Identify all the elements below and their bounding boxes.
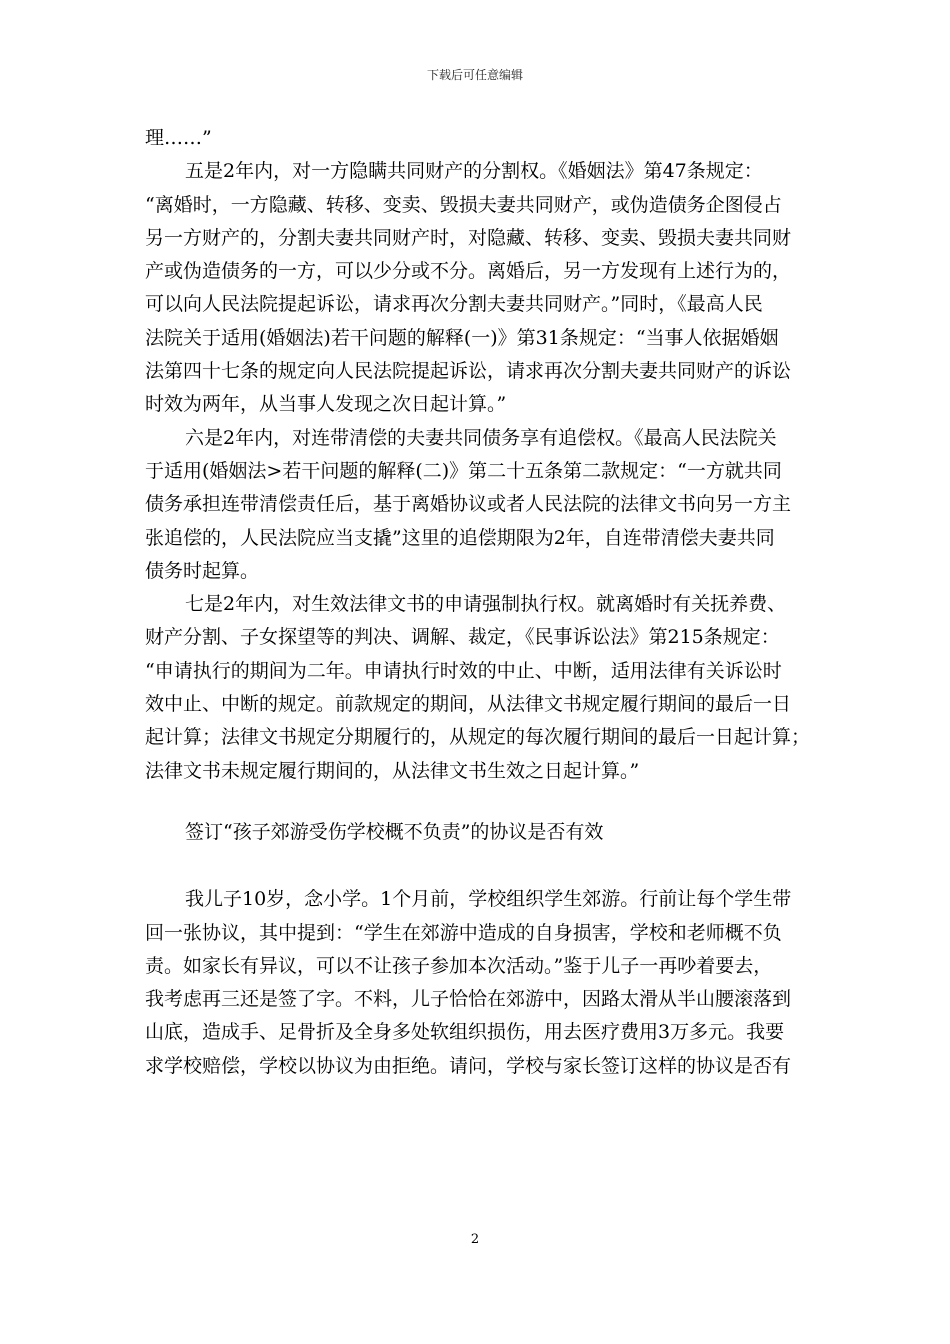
text-line: 产或伪造债务的一方，可以少分或不分。离婚后，另一方发现有上述行为的， [145, 260, 792, 283]
text-line: 山底，造成手、足骨折及全身多处软组织损伤，用去医疗费用3万多元。我要 [145, 1021, 785, 1044]
text-line: 财产分割、子女探望等的判决、调解、裁定，《民事诉讼法》第215条规定： [145, 626, 780, 649]
text-line: “申请执行的期间为二年。申请执行时效的中止、中断，适用法律有关诉讼时 [145, 659, 782, 682]
page-number: 2 [470, 1232, 480, 1247]
text-line: 回一张协议，其中提到：“学生在郊游中造成的自身损害，学校和老师概不负 [145, 921, 782, 944]
paragraph-item-six [145, 422, 817, 588]
text-line: 可以向人民法院提起诉讼，请求再次分割夫妻共同财产。”同时，《最高人民 [145, 293, 763, 316]
text-line: 起计算；法律文书规定分期履行的，从规定的每次履行期间的最后一日起计算； [145, 726, 811, 749]
text-line: 理……” [145, 127, 212, 149]
paragraph-continuation [145, 122, 817, 155]
text-line: 另一方财产的，分割夫妻共同财产时，对隐藏、转移、变卖、毁损夫妻共同财 [145, 226, 792, 249]
text-line: 债务时起算。 [145, 559, 260, 582]
section-heading: 签订“孩子郊游受伤学校概不负责”的协议是否有效 [185, 820, 604, 843]
text-line: 法第四十七条的规定向人民法院提起诉讼，请求再次分割夫妻共同财产的诉讼 [145, 360, 792, 383]
text-line: 责。如家长有异议，可以不让孩子参加本次活动。”鉴于儿子一再吵着要去， [145, 954, 773, 977]
text-line: 张追偿的，人民法院应当支撬”这里的追偿期限为2年，自连带清偿夫妻共同 [145, 526, 775, 549]
page-header: 下载后可任意编辑 [426, 68, 523, 82]
paragraph-question [145, 883, 817, 1083]
text-line: 于适用(婚姻法>若干问题的解释(二)》第二十五条第二款规定：“一方就共同 [145, 459, 782, 482]
spacer [145, 788, 817, 816]
text-line: 时效为两年，从当事人发现之次日起计算。” [145, 393, 507, 416]
paragraph-item-seven [145, 588, 817, 788]
text-line: “离婚时，一方隐藏、转移、变卖、毁损夫妻共同财产，或伪造债务企图侵占 [145, 193, 782, 216]
text-line: 债务承担连带清偿责任后，基于离婚协议或者人民法院的法律文书向另一方主 [145, 493, 792, 516]
text-line: 我儿子10岁，念小学。1个月前，学校组织学生郊游。行前让每个学生带 [185, 888, 792, 911]
document-body [145, 122, 817, 1083]
text-line: 法律文书未规定履行期间的，从法律文书生效之日起计算。” [145, 759, 640, 782]
text-line: 我考虑再三还是签了字。不料，儿子恰恰在郊游中，因路太滑从半山腰滚落到 [145, 988, 792, 1011]
text-line: 法院关于适用(婚姻法)若干问题的解释(一)》第31条规定：“当事人依据婚姻 [145, 326, 779, 349]
text-line: 求学校赔偿，学校以协议为由拒绝。请问，学校与家长签订这样的协议是否有 [145, 1054, 792, 1077]
text-line: 六是2年内，对连带清偿的夫妻共同债务享有追偿权。《最高人民法院关 [185, 426, 777, 449]
text-line: 效中止、中断的规定。前款规定的期间，从法律文书规定履行期间的最后一日 [145, 693, 792, 716]
paragraph-item-five [145, 155, 817, 421]
text-line: 七是2年内，对生效法律文书的申请强制执行权。就离婚时有关抚养费、 [185, 593, 787, 616]
text-line: 五是2年内，对一方隐瞒共同财产的分割权。《婚姻法》第47条规定： [185, 160, 763, 183]
spacer [145, 849, 817, 883]
